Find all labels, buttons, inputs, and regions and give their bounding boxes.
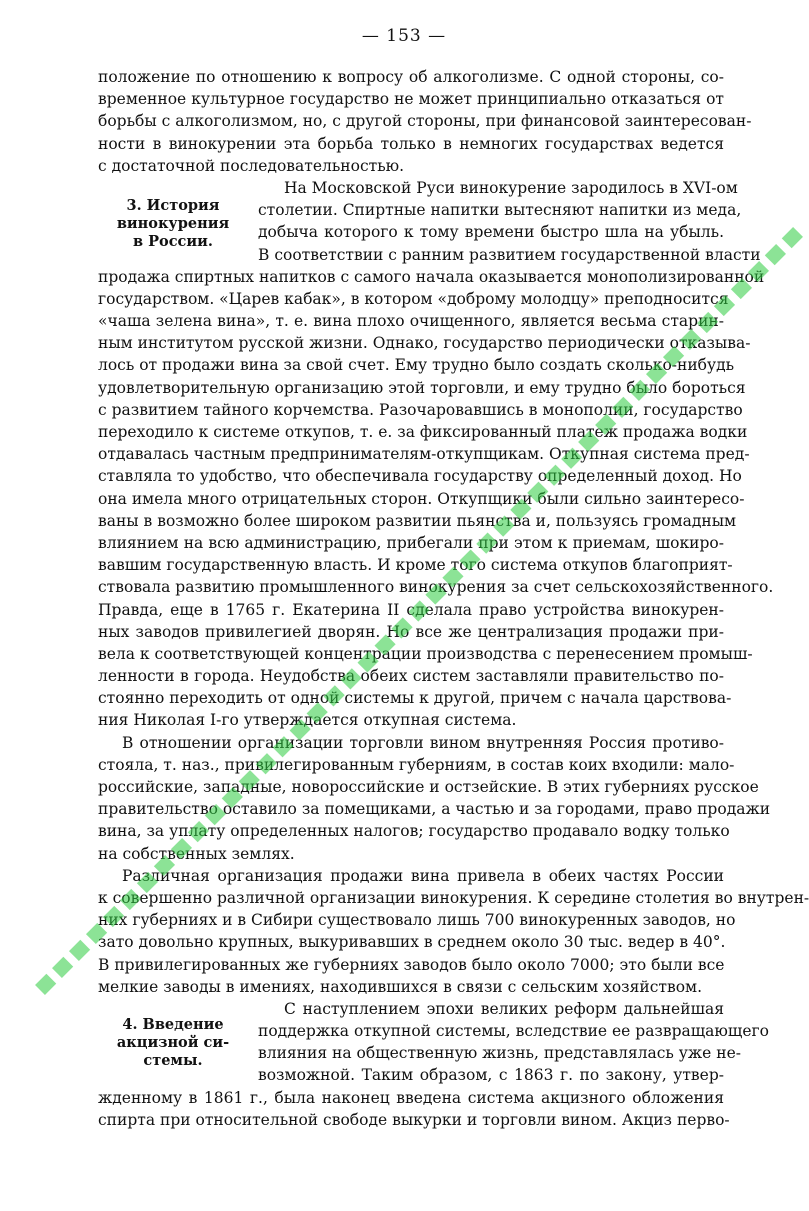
heading-line: стемы. (143, 1051, 203, 1069)
text-line: правительство оставило за помещиками, а частью и за городами, право продажи (98, 800, 771, 819)
text-line: ленности в города. Неудобства обеих систем заставляли правительство по- (98, 667, 724, 686)
text-line: спирта при относительной свободе выкурки и торговли вином. Акциз перво- (98, 1110, 730, 1129)
text-line: стояла, т. наз., привилегированным губерниям, в состав коих входили: мало- (98, 755, 735, 774)
text-line: ности в винокурении эта борьба только в немногих государствах ведется (98, 134, 724, 153)
text-line: стоянно переходить от одной системы к другой, причем с начала царствова- (98, 689, 732, 708)
text-line: В отношении организации торговли вином внутренняя Россия противо- (122, 733, 724, 752)
page-number: — 153 — (361, 26, 447, 46)
text-line: российские, западные, новороссийские и остзейские. В этих губерниях русское (98, 778, 759, 796)
section-3-heading (98, 197, 248, 251)
text-line: ствовала развитию промышленного винокурения за счет сельскохозяйственного. (98, 578, 774, 597)
heading-line: винокурения (116, 214, 230, 232)
text-line: мелкие заводы в имениях, находившихся в связи с сельским хозяйством. (98, 977, 703, 996)
text-line: Различная организация продажи вина привела в обеих частях России (122, 866, 724, 885)
section-4-paragraph (98, 1087, 730, 1131)
section-4 (98, 998, 769, 1131)
text-line: возможной. Таким образом, с 1863 г. по закону, утвер- (258, 1066, 724, 1085)
section-3 (98, 177, 809, 998)
body-text (98, 66, 809, 1131)
text-line: зато довольно крупных, выкуривавших в среднем около 30 тыс. ведер в 40°. (98, 933, 726, 952)
text-line: удовлетворительную организацию этой торговли, и ему трудно было бороться (98, 378, 746, 397)
text-line: ных заводов привилегией дворян. Но все же централизация продажи при- (98, 622, 724, 641)
text-line: добыча которого к тому времени быстро шла на убыль. (258, 223, 724, 242)
text-line: ния Николая I-го утверждается откупная система. (98, 711, 517, 730)
text-line: вела к соответствующей концентрации производства с перенесением промыш- (98, 644, 753, 663)
heading-line: 4. Введение (122, 1015, 224, 1033)
text-line: Правда, еще в 1765 г. Екатерина II сделала право устройства винокурен- (98, 600, 724, 619)
text-line: На Московской Руси винокурение зародилось в XVI-ом (284, 178, 738, 197)
text-line: продажа спиртных напитков с самого начала оказывается монополизированной (98, 267, 765, 286)
text-line: С наступлением эпохи великих реформ дальнейшая (284, 999, 724, 1018)
text-line: она имела много отрицательных сторон. Откупщики были сильно заинтересо- (98, 489, 745, 508)
text-line: временное культурное государство не может принципиально отказаться от (98, 90, 724, 109)
text-line: «чаша зелена вина», т. е. вина плохо очищенного, является весьма старин- (98, 312, 724, 331)
text-line: отдавалась частным предпринимателям-откупщикам. Откупная система пред- (98, 445, 750, 464)
text-line: ваны в возможно более широком развитии пьянства и, пользуясь громадным (98, 511, 737, 530)
text-line: них губерниях и в Сибири существовало лишь 700 винокуренных заводов, но (98, 911, 736, 930)
section-3-paragraph-2 (98, 732, 771, 865)
section-3-paragraph-3 (98, 865, 809, 998)
text-line: вина, за уплату определенных налогов; государство продавало водку только (98, 822, 730, 841)
text-line: ставляла то удобство, что обеспечивала государству определенный доход. Но (98, 467, 742, 486)
text-line: лось от продажи вина за свой счет. Ему трудно было создать сколько-нибудь (98, 356, 735, 375)
heading-line: в России. (133, 232, 213, 250)
text-line: В соответствии с ранним развитием государственной власти (258, 245, 761, 264)
section-3-paragraph-1 (98, 266, 774, 732)
text-line: с достаточной последовательностью. (98, 156, 405, 175)
heading-line: акцизной си- (116, 1033, 230, 1051)
text-line: переходило к системе откупов, т. е. за фиксированный платеж продажа водки (98, 423, 748, 441)
intro-paragraph (98, 66, 752, 177)
text-line: на собственных землях. (98, 844, 295, 863)
text-line: вавшим государственную власть. И кроме того система откупов благоприят- (98, 556, 733, 575)
text-line: жденному в 1861 г., была наконец введена система акцизного обложения (98, 1088, 724, 1107)
text-line: положение по отношению к вопросу об алкоголизме. С одной стороны, со- (98, 68, 724, 86)
text-line: государством. «Царев кабак», в котором «доброму молодцу» преподносится (98, 289, 729, 308)
text-line: поддержка откупной системы, вследствие ее развращающего (258, 1022, 769, 1041)
text-line: влияния на общественную жизнь, представлялась уже не- (258, 1044, 741, 1063)
text-line: ным институтом русской жизни. Однако, государство периодически отказыва- (98, 334, 751, 353)
text-line: влиянием на всю администрацию, прибегали при этом к приемам, шокиро- (98, 533, 724, 552)
text-line: В привилегированных же губерниях заводов было около 7000; это были все (98, 955, 725, 974)
section-4-heading (98, 1016, 248, 1070)
text-line: с развитием тайного корчемства. Разочаровавшись в монополии, государство (98, 400, 743, 419)
text-line: борьбы с алкоголизмом, но, с другой стороны, при финансовой заинтересован- (98, 112, 752, 131)
text-line: столетии. Спиртные напитки вытесняют напитки из меда, (258, 201, 742, 220)
text-line: к совершенно различной организации винокурения. К середине столетия во внутрен- (98, 888, 809, 907)
heading-line: 3. История (126, 196, 220, 214)
